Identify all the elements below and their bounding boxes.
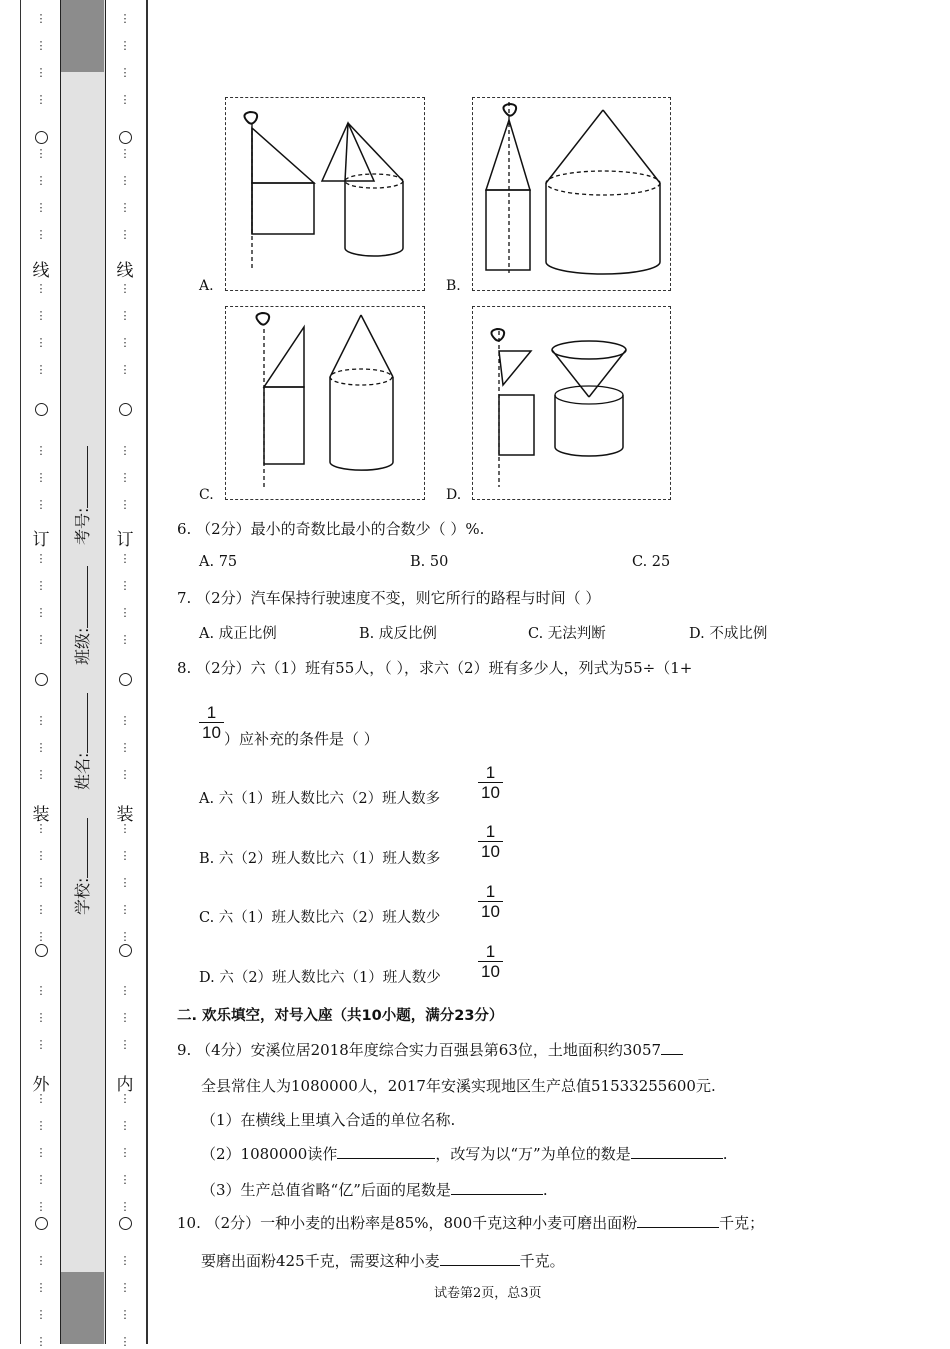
cut-circle bbox=[35, 673, 48, 686]
cut-dot: ⋮ bbox=[35, 903, 47, 916]
figure-label-a: A. bbox=[199, 278, 214, 294]
cut-dot: ⋮ bbox=[35, 930, 47, 943]
cut-dot: ⋮ bbox=[119, 444, 131, 457]
q7-option-c: C. 无法判断 bbox=[528, 626, 606, 642]
name-label: 姓名: bbox=[70, 693, 93, 790]
figure-label-c: C. bbox=[199, 487, 214, 503]
q8-option-c: C. 六（1）班人数比六（2）班人数少 bbox=[199, 910, 441, 926]
q6-option-c: C. 25 bbox=[632, 554, 671, 570]
cut-dot: ⋮ bbox=[119, 822, 131, 835]
cut-dot: ⋮ bbox=[119, 66, 131, 79]
q8-option-d: D. 六（2）班人数比六（1）班人数少 bbox=[199, 970, 441, 986]
question-10-line-1: 10. （2分）一种小麦的出粉率是85%，800千克这种小麦可磨出面粉 千克； bbox=[177, 1214, 765, 1232]
question-9-line-2: 全县常住人为1080000人，2017年安溪实现地区生产总值51533255600元. bbox=[201, 1077, 716, 1095]
q10-blank-wheat[interactable] bbox=[440, 1251, 520, 1266]
q8-option-c-fraction: 1 10 bbox=[478, 882, 503, 921]
cut-dot: ⋮ bbox=[35, 1254, 47, 1267]
question-10-line-2: 要磨出面粉425千克，需要这种小麦 千克。 bbox=[201, 1252, 565, 1270]
cut-dot: ⋮ bbox=[35, 1119, 47, 1132]
cut-dot: ⋮ bbox=[119, 309, 131, 322]
cut-dot: ⋮ bbox=[35, 606, 47, 619]
cut-dot: ⋮ bbox=[119, 93, 131, 106]
cut-dot: ⋮ bbox=[35, 282, 47, 295]
cut-dot: ⋮ bbox=[119, 147, 131, 160]
cut-dot: ⋮ bbox=[119, 1200, 131, 1213]
question-9-sub-3: （3）生产总值省略“亿”后面的尾数是 . bbox=[201, 1181, 548, 1199]
figure-a bbox=[225, 97, 425, 291]
cut-dot: ⋮ bbox=[119, 1335, 131, 1348]
cut-dot: ⋮ bbox=[35, 984, 47, 997]
cut-circle bbox=[35, 403, 48, 416]
cut-dot: ⋮ bbox=[119, 876, 131, 889]
cut-dot: ⋮ bbox=[35, 822, 47, 835]
cut-dot: ⋮ bbox=[35, 309, 47, 322]
binding-margin bbox=[0, 0, 150, 1348]
cut-dot: ⋮ bbox=[35, 93, 47, 106]
cut-dot: ⋮ bbox=[35, 12, 47, 25]
cut-circle bbox=[35, 944, 48, 957]
school-label: 学校: bbox=[70, 818, 93, 915]
cut-dot: ⋮ bbox=[119, 174, 131, 187]
q8-option-a-fraction: 1 10 bbox=[478, 763, 503, 802]
cut-dot: ⋮ bbox=[119, 1308, 131, 1321]
margin-char-binding: 装 bbox=[32, 805, 50, 825]
cut-dot: ⋮ bbox=[35, 1281, 47, 1294]
q6-option-b: B. 50 bbox=[410, 554, 449, 570]
cut-dot: ⋮ bbox=[119, 498, 131, 511]
cut-dot: ⋮ bbox=[119, 984, 131, 997]
cut-dot: ⋮ bbox=[35, 1038, 47, 1051]
cut-circle bbox=[35, 131, 48, 144]
cut-dot: ⋮ bbox=[35, 579, 47, 592]
cut-dot: ⋮ bbox=[119, 849, 131, 862]
cut-dot: ⋮ bbox=[119, 606, 131, 619]
cut-dot: ⋮ bbox=[119, 363, 131, 376]
cut-circle bbox=[119, 673, 132, 686]
question-8-stem: 8. （2分）六（1）班有55人，（ ），求六（2）班有多少人，列式为55÷（1+ bbox=[177, 659, 693, 677]
cut-dot: ⋮ bbox=[119, 336, 131, 349]
cut-dot: ⋮ bbox=[119, 471, 131, 484]
question-9-line-1: 9. （4分）安溪位居2018年度综合实力百强县第63位，土地面积约3057 bbox=[177, 1039, 683, 1060]
cut-dot: ⋮ bbox=[35, 1173, 47, 1186]
cut-dot: ⋮ bbox=[35, 228, 47, 241]
cut-dot: ⋮ bbox=[119, 1281, 131, 1294]
cut-dot: ⋮ bbox=[119, 741, 131, 754]
question-7-stem: 7. （2分）汽车保持行驶速度不变，则它所行的路程与时间（ ） bbox=[177, 589, 601, 607]
cut-dot: ⋮ bbox=[119, 1011, 131, 1024]
margin-char-bind-inner: 订 bbox=[116, 530, 134, 550]
exam-number-label: 考号: bbox=[70, 446, 93, 545]
cut-dot: ⋮ bbox=[119, 633, 131, 646]
cut-circle bbox=[119, 944, 132, 957]
margin-char-binding-inner: 装 bbox=[116, 805, 134, 825]
margin-char-bind: 订 bbox=[32, 530, 50, 550]
q7-option-d: D. 不成比例 bbox=[689, 626, 768, 642]
q8-option-a: A. 六（1）班人数比六（2）班人数多 bbox=[199, 791, 441, 807]
cut-dot: ⋮ bbox=[35, 66, 47, 79]
class-label: 班级: bbox=[70, 566, 93, 665]
cut-dot: ⋮ bbox=[119, 1119, 131, 1132]
figure-d bbox=[472, 306, 671, 500]
cut-dot: ⋮ bbox=[35, 147, 47, 160]
cut-dot: ⋮ bbox=[119, 1092, 131, 1105]
cut-circle bbox=[119, 1217, 132, 1230]
cut-dot: ⋮ bbox=[35, 498, 47, 511]
cut-dot: ⋮ bbox=[35, 174, 47, 187]
cut-dot: ⋮ bbox=[35, 1200, 47, 1213]
cut-dot: ⋮ bbox=[119, 768, 131, 781]
cut-dot: ⋮ bbox=[119, 552, 131, 565]
figure-c bbox=[225, 306, 425, 500]
cut-circle bbox=[119, 403, 132, 416]
cut-dot: ⋮ bbox=[119, 282, 131, 295]
cut-dot: ⋮ bbox=[119, 1173, 131, 1186]
question-8-continuation: ）应补充的条件是（ ） bbox=[224, 730, 379, 748]
figure-label-d: D. bbox=[446, 487, 462, 503]
cut-circle bbox=[119, 131, 132, 144]
cut-dot: ⋮ bbox=[119, 579, 131, 592]
cut-dot: ⋮ bbox=[35, 741, 47, 754]
cut-dot: ⋮ bbox=[35, 1092, 47, 1105]
cut-dot: ⋮ bbox=[35, 471, 47, 484]
page-footer: 试卷第2页，总3页 bbox=[434, 1286, 542, 1301]
cut-dot: ⋮ bbox=[35, 633, 47, 646]
margin-char-outer: 外 bbox=[32, 1075, 50, 1095]
q8-option-b-fraction: 1 10 bbox=[478, 822, 503, 861]
question-6-stem: 6. （2分）最小的奇数比最小的合数少（ ）%. bbox=[177, 520, 485, 538]
question-9-sub-2: （2）1080000读作 ，改写为以“万”为单位的数是 . bbox=[201, 1145, 728, 1163]
cut-dot: ⋮ bbox=[35, 363, 47, 376]
figure-label-b: B. bbox=[446, 278, 461, 294]
cut-dot: ⋮ bbox=[35, 336, 47, 349]
cut-dot: ⋮ bbox=[35, 1335, 47, 1348]
cut-dot: ⋮ bbox=[35, 444, 47, 457]
cut-dot: ⋮ bbox=[119, 1146, 131, 1159]
cut-dot: ⋮ bbox=[119, 12, 131, 25]
q9-blank-reading[interactable] bbox=[337, 1144, 435, 1159]
cut-dot: ⋮ bbox=[35, 876, 47, 889]
margin-char-inner: 内 bbox=[116, 1075, 134, 1095]
q9-blank-yi[interactable] bbox=[451, 1180, 543, 1195]
q8-fraction: 1 10 bbox=[199, 703, 224, 742]
cut-dot: ⋮ bbox=[119, 1254, 131, 1267]
q7-option-a: A. 成正比例 bbox=[199, 626, 277, 642]
cut-dot: ⋮ bbox=[35, 1308, 47, 1321]
cut-dot: ⋮ bbox=[35, 1011, 47, 1024]
cut-dot: ⋮ bbox=[119, 903, 131, 916]
cut-dot: ⋮ bbox=[35, 1146, 47, 1159]
question-9-sub-1: （1）在横线上里填入合适的单位名称. bbox=[201, 1111, 456, 1129]
q7-option-b: B. 成反比例 bbox=[359, 626, 437, 642]
cut-dot: ⋮ bbox=[35, 768, 47, 781]
margin-char-line: 线 bbox=[32, 261, 50, 281]
q10-blank-flour[interactable] bbox=[637, 1213, 719, 1228]
cut-dot: ⋮ bbox=[35, 552, 47, 565]
section-2-title: 二. 欢乐填空，对号入座（共10小题，满分23分） bbox=[177, 1008, 504, 1024]
q6-option-a: A. 75 bbox=[199, 554, 238, 570]
cut-dot: ⋮ bbox=[119, 39, 131, 52]
figure-b bbox=[472, 97, 671, 291]
cut-dot: ⋮ bbox=[119, 201, 131, 214]
cut-dot: ⋮ bbox=[119, 930, 131, 943]
cut-dot: ⋮ bbox=[119, 1038, 131, 1051]
margin-char-line-inner: 线 bbox=[116, 261, 134, 281]
cut-dot: ⋮ bbox=[119, 228, 131, 241]
cut-circle bbox=[35, 1217, 48, 1230]
cut-dot: ⋮ bbox=[119, 714, 131, 727]
cut-dot: ⋮ bbox=[35, 201, 47, 214]
q9-blank-wan[interactable] bbox=[631, 1144, 723, 1159]
cut-dot: ⋮ bbox=[35, 849, 47, 862]
q8-option-b: B. 六（2）班人数比六（1）班人数多 bbox=[199, 851, 441, 867]
q8-option-d-fraction: 1 10 bbox=[478, 942, 503, 981]
cut-dot: ⋮ bbox=[35, 39, 47, 52]
cut-dot: ⋮ bbox=[35, 714, 47, 727]
gray-band bbox=[60, 0, 106, 1344]
